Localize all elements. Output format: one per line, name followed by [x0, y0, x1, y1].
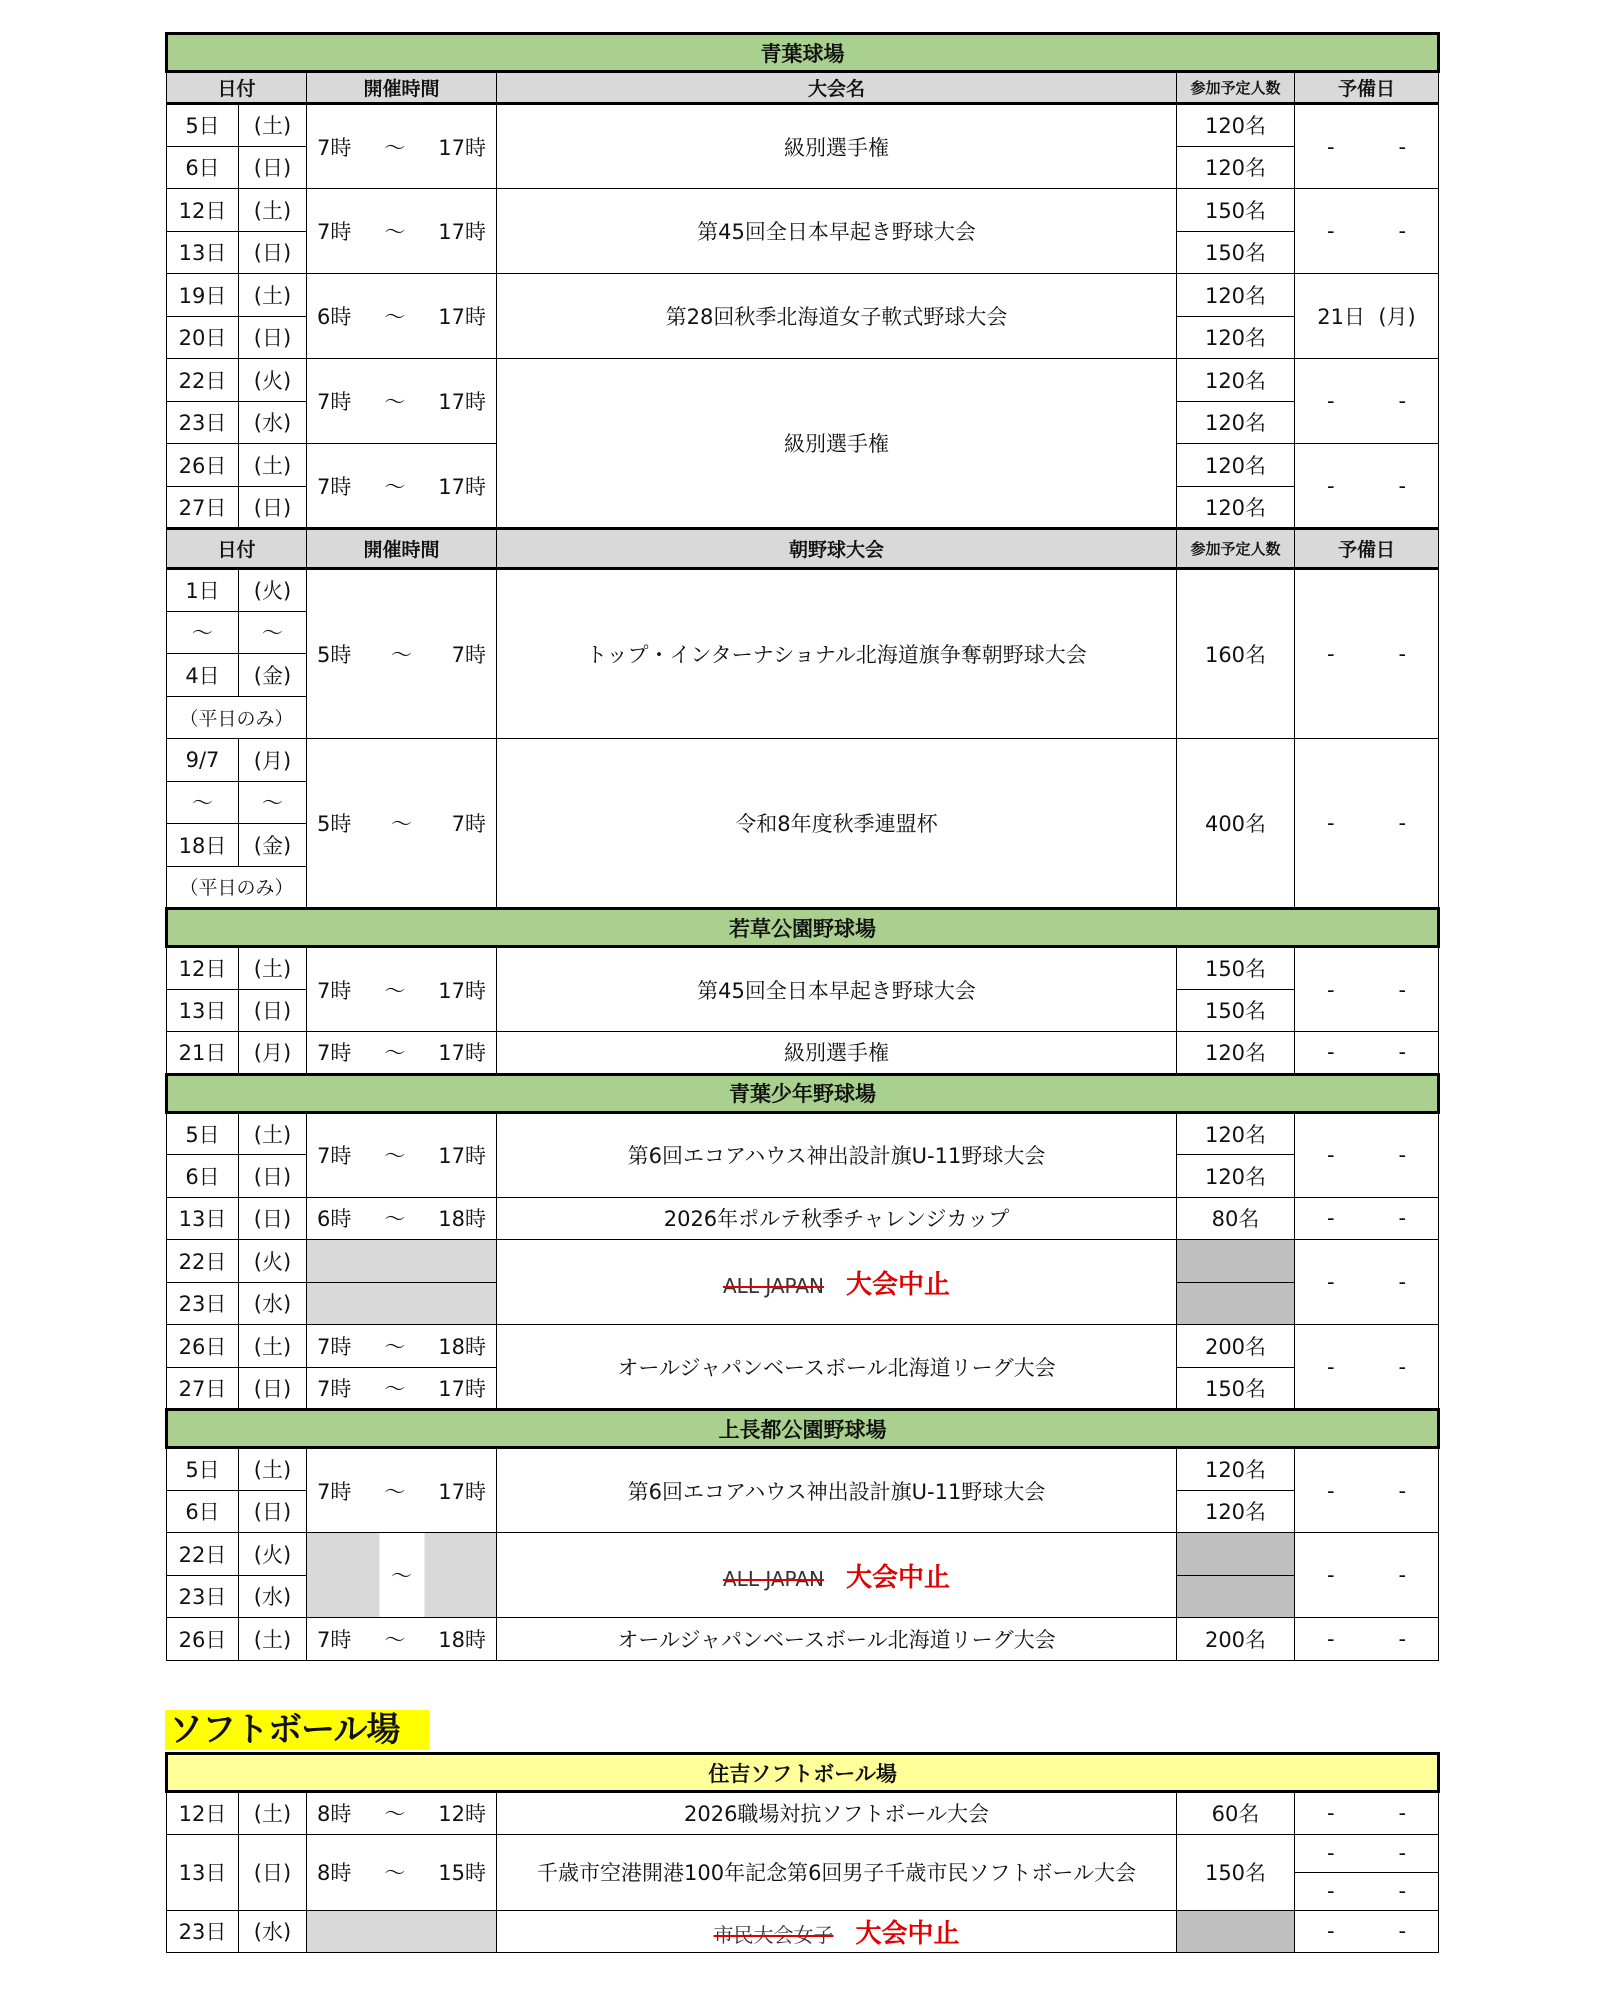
header-event: 大会名: [497, 72, 1177, 104]
event-name: 2026職場対抗ソフトボール大会: [497, 1792, 1177, 1835]
time-cell: 7時 ～ 18時: [307, 1618, 497, 1661]
event-name: 第6回エコアハウス神出設計旗U-11野球大会: [497, 1448, 1177, 1533]
date-cell: 12日: [167, 947, 239, 990]
participants-cell-empty: [1177, 1282, 1295, 1325]
weekday-cell: (日): [239, 1155, 307, 1198]
cancelled-event: [497, 1240, 1177, 1325]
date-cell: 13日: [167, 989, 239, 1032]
event-name: オールジャパンベースボール北海道リーグ大会: [497, 1325, 1177, 1410]
time-cell-empty: ～: [307, 1533, 497, 1618]
weekday-cell: (日): [239, 1197, 307, 1240]
event-name: 級別選手権: [497, 359, 1177, 529]
reserve-cell: - -: [1295, 1533, 1439, 1618]
date-cell: 19日: [167, 274, 239, 317]
date-cell: 26日: [167, 1325, 239, 1368]
date-cell: 5日: [167, 1112, 239, 1155]
event-name: 第45回全日本早起き野球大会: [497, 947, 1177, 1032]
participants-cell: 200名: [1177, 1618, 1295, 1661]
weekday-cell: (日): [239, 1490, 307, 1533]
reserve-cell: - -: [1295, 359, 1439, 444]
reserve-cell: 21日 (月): [1295, 274, 1439, 359]
date-cell: 26日: [167, 1618, 239, 1661]
participants-cell: 120名: [1177, 359, 1295, 402]
participants-cell: 200名: [1177, 1325, 1295, 1368]
date-cell: 13日: [167, 231, 239, 274]
time-cell: 5時 ～ 7時: [307, 739, 497, 909]
range-tilde: ～: [239, 611, 307, 654]
participants-cell: 120名: [1177, 146, 1295, 189]
time-cell: 6時 ～ 17時: [307, 274, 497, 359]
date-cell: 23日: [167, 1910, 239, 1953]
time-cell: 7時 ～ 17時: [307, 1112, 497, 1197]
weekday-cell: (水): [239, 1282, 307, 1325]
weekday-cell: (水): [239, 401, 307, 444]
weekday-cell: (土): [239, 1448, 307, 1491]
time-cell: 7時 ～ 18時: [307, 1325, 497, 1368]
header-reserve: 予備日: [1295, 529, 1439, 569]
reserve-cell: - -: [1295, 1240, 1439, 1325]
participants-cell: 120名: [1177, 104, 1295, 147]
event-name: トップ・インターナショナル北海道旗争奪朝野球大会: [497, 569, 1177, 739]
reserve-cell: - -: [1295, 947, 1439, 1032]
section-title-sumiyoshi: 住吉ソフトボール場: [167, 1754, 1439, 1792]
participants-cell: 120名: [1177, 1448, 1295, 1491]
header-reserve: 予備日: [1295, 72, 1439, 104]
date-cell: 22日: [167, 1240, 239, 1283]
date-cell: 22日: [167, 1533, 239, 1576]
struck-event-name: 市民大会女子: [713, 1922, 834, 1947]
header-date: 日付: [167, 529, 307, 569]
weekday-cell: (日): [239, 1367, 307, 1410]
header-date: 日付: [167, 72, 307, 104]
weekday-cell: (日): [239, 1834, 307, 1910]
header-morning-event: 朝野球大会: [497, 529, 1177, 569]
participants-cell: 120名: [1177, 1112, 1295, 1155]
time-cell-empty: [307, 1240, 497, 1283]
time-cell: 7時 ～ 17時: [307, 1367, 497, 1410]
weekday-cell: (土): [239, 104, 307, 147]
date-cell: 4日: [167, 654, 239, 697]
struck-event-name: ALL JAPAN: [723, 1273, 824, 1298]
time-cell: 6時 ～ 18時: [307, 1197, 497, 1240]
date-cell: 12日: [167, 1792, 239, 1835]
cancelled-event: [497, 1910, 1177, 1953]
participants-cell: 150名: [1177, 1367, 1295, 1410]
participants-cell: 120名: [1177, 1032, 1295, 1075]
time-cell: 5時 ～ 7時: [307, 569, 497, 739]
participants-cell: 120名: [1177, 316, 1295, 359]
reserve-cell: - -: [1295, 1910, 1439, 1953]
weekday-cell: (金): [239, 654, 307, 697]
participants-cell: 120名: [1177, 486, 1295, 529]
event-name: 2026年ポルテ秋季チャレンジカップ: [497, 1197, 1177, 1240]
weekday-cell: (月): [239, 739, 307, 782]
date-cell: 6日: [167, 1155, 239, 1198]
date-cell: 9/7: [167, 739, 239, 782]
reserve-cell: - -: [1295, 1112, 1439, 1197]
participants-cell: 120名: [1177, 1490, 1295, 1533]
date-cell: 12日: [167, 189, 239, 232]
date-cell: 6日: [167, 1490, 239, 1533]
weekday-cell: (火): [239, 359, 307, 402]
time-cell: 7時 ～ 17時: [307, 947, 497, 1032]
weekday-cell: (日): [239, 486, 307, 529]
participants-cell-empty: [1177, 1575, 1295, 1618]
date-cell: 1日: [167, 569, 239, 612]
weekday-cell: (土): [239, 1325, 307, 1368]
date-cell: 23日: [167, 1282, 239, 1325]
date-cell: 13日: [167, 1834, 239, 1910]
participants-cell: 150名: [1177, 1834, 1295, 1910]
participants-cell: 120名: [1177, 274, 1295, 317]
participants-cell: 120名: [1177, 444, 1295, 487]
header-participants: 参加予定人数: [1177, 72, 1295, 104]
weekday-only-note: （平日のみ）: [167, 866, 307, 909]
reserve-cell: - -: [1295, 189, 1439, 274]
reserve-cell: - -: [1295, 444, 1439, 529]
range-tilde: ～: [239, 781, 307, 824]
cancel-label: 大会中止: [845, 1562, 950, 1593]
header-time: 開催時間: [307, 529, 497, 569]
event-name: 級別選手権: [497, 104, 1177, 189]
participants-cell: 150名: [1177, 231, 1295, 274]
weekday-cell: (月): [239, 1032, 307, 1075]
time-cell: 7時 ～ 17時: [307, 1448, 497, 1533]
participants-cell: 160名: [1177, 569, 1295, 739]
date-cell: 27日: [167, 1367, 239, 1410]
participants-cell: 400名: [1177, 739, 1295, 909]
date-cell: 5日: [167, 104, 239, 147]
section-title-wakakusa: 若草公園野球場: [167, 909, 1439, 947]
event-name: 令和8年度秋季連盟杯: [497, 739, 1177, 909]
date-cell: 5日: [167, 1448, 239, 1491]
weekday-cell: (火): [239, 1533, 307, 1576]
participants-cell: 150名: [1177, 189, 1295, 232]
weekday-cell: (金): [239, 824, 307, 867]
participants-cell: 150名: [1177, 989, 1295, 1032]
section-title-aoba-youth: 青葉少年野球場: [167, 1074, 1439, 1112]
time-cell-empty: [307, 1282, 497, 1325]
date-cell: 23日: [167, 401, 239, 444]
range-tilde: ～: [167, 611, 239, 654]
softball-heading: ソフトボール場: [165, 1710, 429, 1750]
date-cell: 20日: [167, 316, 239, 359]
reserve-cell: - -: [1295, 1032, 1439, 1075]
cancelled-event: [497, 1533, 1177, 1618]
date-cell: 26日: [167, 444, 239, 487]
weekday-cell: (土): [239, 274, 307, 317]
reserve-cell: - -: [1295, 1325, 1439, 1410]
time-cell: 7時 ～ 17時: [307, 1032, 497, 1075]
struck-event-name: ALL JAPAN: [723, 1566, 824, 1591]
weekday-cell: (日): [239, 231, 307, 274]
weekday-cell: (土): [239, 947, 307, 990]
weekday-cell: (土): [239, 1792, 307, 1835]
header-time: 開催時間: [307, 72, 497, 104]
participants-cell: 80名: [1177, 1197, 1295, 1240]
event-name: 級別選手権: [497, 1032, 1177, 1075]
event-name: 第45回全日本早起き野球大会: [497, 189, 1177, 274]
event-name: 第6回エコアハウス神出設計旗U-11野球大会: [497, 1112, 1177, 1197]
event-name: オールジャパンベースボール北海道リーグ大会: [497, 1618, 1177, 1661]
time-cell-empty: [307, 1910, 497, 1953]
participants-cell: 120名: [1177, 401, 1295, 444]
cancel-label: 大会中止: [845, 1269, 950, 1300]
event-name: 第28回秋季北海道女子軟式野球大会: [497, 274, 1177, 359]
weekday-cell: (火): [239, 569, 307, 612]
participants-cell: 150名: [1177, 947, 1295, 990]
reserve-cell: - -: [1295, 1448, 1439, 1533]
reserve-cell: - -: [1295, 1872, 1439, 1910]
weekday-cell: (日): [239, 989, 307, 1032]
reserve-cell: - -: [1295, 1197, 1439, 1240]
date-cell: 21日: [167, 1032, 239, 1075]
date-cell: 13日: [167, 1197, 239, 1240]
participants-cell: 120名: [1177, 1155, 1295, 1198]
reserve-cell: - -: [1295, 1792, 1439, 1835]
weekday-cell: (火): [239, 1240, 307, 1283]
baseball-schedule-table: [165, 32, 1440, 1661]
weekday-cell: (土): [239, 444, 307, 487]
range-tilde: ～: [167, 781, 239, 824]
time-cell: 8時 ～ 15時: [307, 1834, 497, 1910]
section-title-aoba: 青葉球場: [167, 34, 1439, 72]
date-cell: 22日: [167, 359, 239, 402]
participants-cell-empty: [1177, 1240, 1295, 1283]
participants-cell-empty: [1177, 1910, 1295, 1953]
section-title-kaminagatsu: 上長都公園野球場: [167, 1410, 1439, 1448]
event-name: 千歳市空港開港100年記念第6回男子千歳市民ソフトボール大会: [497, 1834, 1177, 1910]
time-cell: 7時 ～ 17時: [307, 359, 497, 444]
reserve-cell: - -: [1295, 1618, 1439, 1661]
reserve-cell: - -: [1295, 104, 1439, 189]
header-participants: 参加予定人数: [1177, 529, 1295, 569]
time-cell: 7時 ～ 17時: [307, 189, 497, 274]
date-cell: 27日: [167, 486, 239, 529]
reserve-cell: - -: [1295, 569, 1439, 739]
reserve-cell: - -: [1295, 739, 1439, 909]
date-cell: 18日: [167, 824, 239, 867]
cancel-label: 大会中止: [855, 1918, 960, 1949]
softball-schedule-table: [165, 1752, 1440, 1953]
weekday-cell: (土): [239, 1618, 307, 1661]
weekday-cell: (土): [239, 189, 307, 232]
weekday-cell: (日): [239, 146, 307, 189]
weekday-only-note: （平日のみ）: [167, 696, 307, 739]
weekday-cell: (日): [239, 316, 307, 359]
time-cell: 7時 ～ 17時: [307, 444, 497, 529]
participants-cell: 60名: [1177, 1792, 1295, 1835]
date-cell: 23日: [167, 1575, 239, 1618]
reserve-cell: - -: [1295, 1834, 1439, 1872]
participants-cell-empty: [1177, 1533, 1295, 1576]
date-cell: 6日: [167, 146, 239, 189]
time-cell: 8時 ～ 12時: [307, 1792, 497, 1835]
time-cell: 7時 ～ 17時: [307, 104, 497, 189]
weekday-cell: (水): [239, 1910, 307, 1953]
weekday-cell: (水): [239, 1575, 307, 1618]
weekday-cell: (土): [239, 1112, 307, 1155]
